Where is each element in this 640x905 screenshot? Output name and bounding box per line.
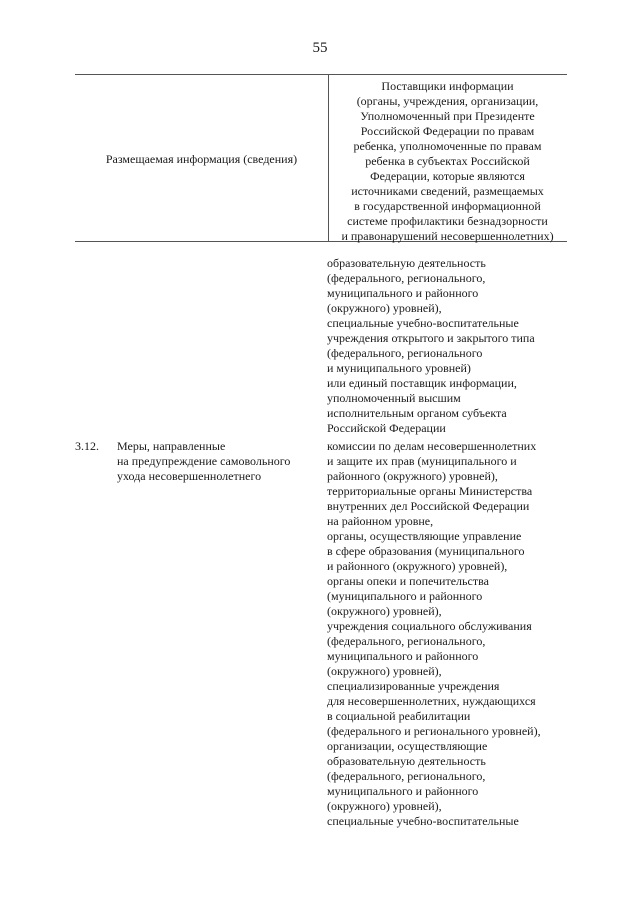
table-top-rule xyxy=(75,74,567,75)
text-line: уполномоченный высшим xyxy=(327,391,461,405)
text-line: (окружного) уровней), xyxy=(327,301,442,315)
page-number: 55 xyxy=(312,40,328,56)
text-line: в социальной реабилитации xyxy=(327,709,471,723)
text-line: учреждения открытого и закрытого типа xyxy=(327,331,535,345)
text-line: для несовершеннолетних, нуждающихся xyxy=(327,694,536,708)
text-line: муниципального и районного xyxy=(327,784,479,798)
text-line: (федерального, регионального, xyxy=(327,634,486,648)
header-info-column: Размещаемая информация (сведения) xyxy=(105,152,298,166)
header-text-line: ребенка, уполномоченные по правам xyxy=(353,139,542,153)
row-providers xyxy=(327,439,541,829)
text-line: органы опеки и попечительства xyxy=(327,574,489,588)
text-line: и районного (окружного) уровней), xyxy=(327,559,508,573)
text-line: учреждения социального обслуживания xyxy=(327,619,532,633)
title-line: Меры, направленные xyxy=(117,439,226,453)
text-line: исполнительным органом субъекта xyxy=(327,406,507,420)
header-text-line: Федерации, которые являются xyxy=(370,169,525,183)
text-line: (федерального, регионального, xyxy=(327,271,486,285)
text-line: муниципального и районного xyxy=(327,286,479,300)
text-line: образовательную деятельность xyxy=(327,754,486,768)
header-text-line: в государственной информационной xyxy=(354,199,541,213)
text-line: территориальные органы Министерства xyxy=(327,484,533,498)
text-line: (федерального, регионального, xyxy=(327,769,486,783)
header-text-line: источниками сведений, размещаемых xyxy=(351,184,544,198)
header-text-line: и правонарушений несовершеннолетних) xyxy=(341,229,554,243)
text-line: (окружного) уровней), xyxy=(327,604,442,618)
row-title xyxy=(117,439,290,484)
text-line: (окружного) уровней), xyxy=(327,799,442,813)
header-text-line: Уполномоченный при Президенте xyxy=(360,109,535,123)
text-line: на районном уровне, xyxy=(327,514,434,528)
text-line: и защите их прав (муниципального и xyxy=(327,454,517,468)
header-providers-column xyxy=(328,79,567,244)
title-line: на предупреждение самовольного xyxy=(117,454,291,468)
text-line: органы, осуществляющие управление xyxy=(327,529,522,543)
text-line: (окружного) уровней), xyxy=(327,664,442,678)
header-text-line: Поставщики информации xyxy=(381,79,514,93)
text-line: муниципального и районного xyxy=(327,649,479,663)
text-line: (муниципального и районного xyxy=(327,589,483,603)
text-line: в сфере образования (муниципального xyxy=(327,544,525,558)
text-line: или единый поставщик информации, xyxy=(327,376,517,390)
text-line: специальные учебно-воспитательные xyxy=(327,814,519,828)
text-line: внутренних дел Российской Федерации xyxy=(327,499,530,513)
continuation-providers xyxy=(327,256,535,436)
text-line: (федерального и регионального уровней), xyxy=(327,724,541,738)
text-line: организации, осуществляющие xyxy=(327,739,488,753)
text-line: специальные учебно-воспитательные xyxy=(327,316,519,330)
header-text-line: Российской Федерации по правам xyxy=(360,124,535,138)
text-line: и муниципального уровней) xyxy=(327,361,471,375)
header-text-line: ребенка в субъектах Российской xyxy=(365,154,530,168)
header-text-line: (органы, учреждения, организации, xyxy=(356,94,539,108)
row-number: 3.12. xyxy=(75,439,99,453)
text-line: специализированные учреждения xyxy=(327,679,500,693)
title-line: ухода несовершеннолетнего xyxy=(117,469,262,483)
text-line: районного (окружного) уровней), xyxy=(327,469,498,483)
text-line: образовательную деятельность xyxy=(327,256,486,270)
header-text-line: системе профилактики безнадзорности xyxy=(347,214,548,228)
text-line: (федерального, регионального xyxy=(327,346,483,360)
text-line: Российской Федерации xyxy=(327,421,446,435)
text-line: комиссии по делам несовершеннолетних xyxy=(327,439,537,453)
